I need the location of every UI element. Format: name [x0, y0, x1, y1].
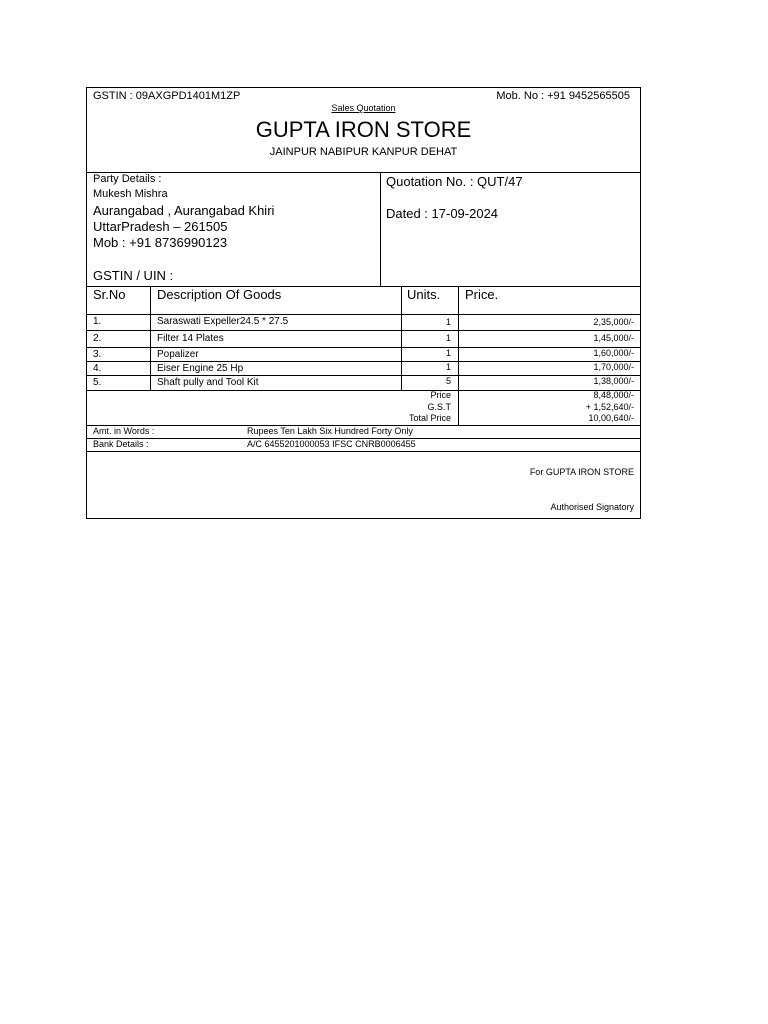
bank-details-value: A/C 6455201000053 IFSC CNRB0006455: [247, 439, 416, 449]
table-row-srno: 1.: [93, 316, 102, 327]
gst-label: G.S.T: [427, 402, 451, 412]
divider: [87, 314, 640, 315]
table-row-units: 1: [445, 317, 451, 327]
party-name: Mukesh Mishra: [93, 188, 168, 200]
column-header-srno: Sr.No: [93, 287, 126, 302]
table-row-units: 1: [445, 333, 451, 343]
column-header-units: Units.: [407, 287, 441, 302]
table-row-price: 1,60,000/-: [593, 348, 634, 358]
quotation-number: Quotation No. : QUT/47: [386, 174, 523, 189]
table-row-units: 1: [445, 362, 451, 372]
table-row-description: Saraswati Expeller24.5 * 27.5: [157, 316, 289, 327]
table-row-description: Eiser Engine 25 Hp: [157, 363, 244, 374]
document-type: Sales Quotation: [331, 103, 396, 113]
table-row-srno: 3.: [93, 349, 102, 360]
table-row-price: 1,38,000/-: [593, 376, 634, 386]
quotation-document: [86, 87, 641, 519]
table-row-srno: 5.: [93, 377, 102, 388]
total-price-label: Total Price: [408, 413, 451, 423]
column-header-description: Description Of Goods: [157, 287, 282, 302]
divider: [87, 330, 640, 331]
amount-in-words-label: Amt. in Words :: [93, 426, 155, 436]
amount-in-words-value: Rupees Ten Lakh Six Hundred Forty Only: [247, 426, 413, 436]
party-label: Party Details :: [93, 173, 162, 185]
table-row-price: 1,45,000/-: [593, 333, 634, 343]
authorised-signatory: Authorised Signatory: [550, 502, 634, 512]
table-row-units: 5: [445, 376, 451, 386]
party-mobile: Mob : +91 8736990123: [93, 235, 228, 250]
divider: [87, 451, 640, 452]
party-gstin: GSTIN / UIN :: [93, 268, 174, 283]
store-address: JAINPUR NABIPUR KANPUR DEHAT: [269, 146, 458, 158]
divider: [87, 172, 640, 173]
column-header-price: Price.: [465, 287, 499, 302]
gst-value: + 1,52,640/-: [585, 402, 634, 412]
table-row-description: Filter 14 Plates: [157, 333, 224, 344]
total-price-value: 10,00,640/-: [588, 413, 634, 423]
table-row-description: Shaft pully and Tool Kit: [157, 377, 259, 388]
table-row-srno: 2.: [93, 333, 102, 344]
table-row-description: Popalizer: [157, 349, 199, 360]
table-row-srno: 4.: [93, 363, 102, 374]
seller-mobile: Mob. No : +91 9452565505: [496, 90, 630, 102]
price-label: Price: [430, 390, 451, 400]
price-value: 8,48,000/-: [593, 390, 634, 400]
table-row-units: 1: [445, 348, 451, 358]
store-name: GUPTA IRON STORE: [255, 117, 472, 142]
party-address-line1: Aurangabad , Aurangabad Khiri: [93, 203, 275, 218]
bank-details-label: Bank Details :: [93, 439, 149, 449]
party-address-line2: UttarPradesh – 261505: [93, 219, 228, 234]
seller-gstin: GSTIN : 09AXGPD1401M1ZP: [93, 90, 241, 102]
for-store-label: For GUPTA IRON STORE: [529, 467, 634, 477]
quotation-date: Dated : 17-09-2024: [386, 206, 499, 221]
table-row-price: 2,35,000/-: [593, 317, 634, 327]
table-row-price: 1,70,000/-: [593, 362, 634, 372]
divider: [380, 172, 381, 286]
